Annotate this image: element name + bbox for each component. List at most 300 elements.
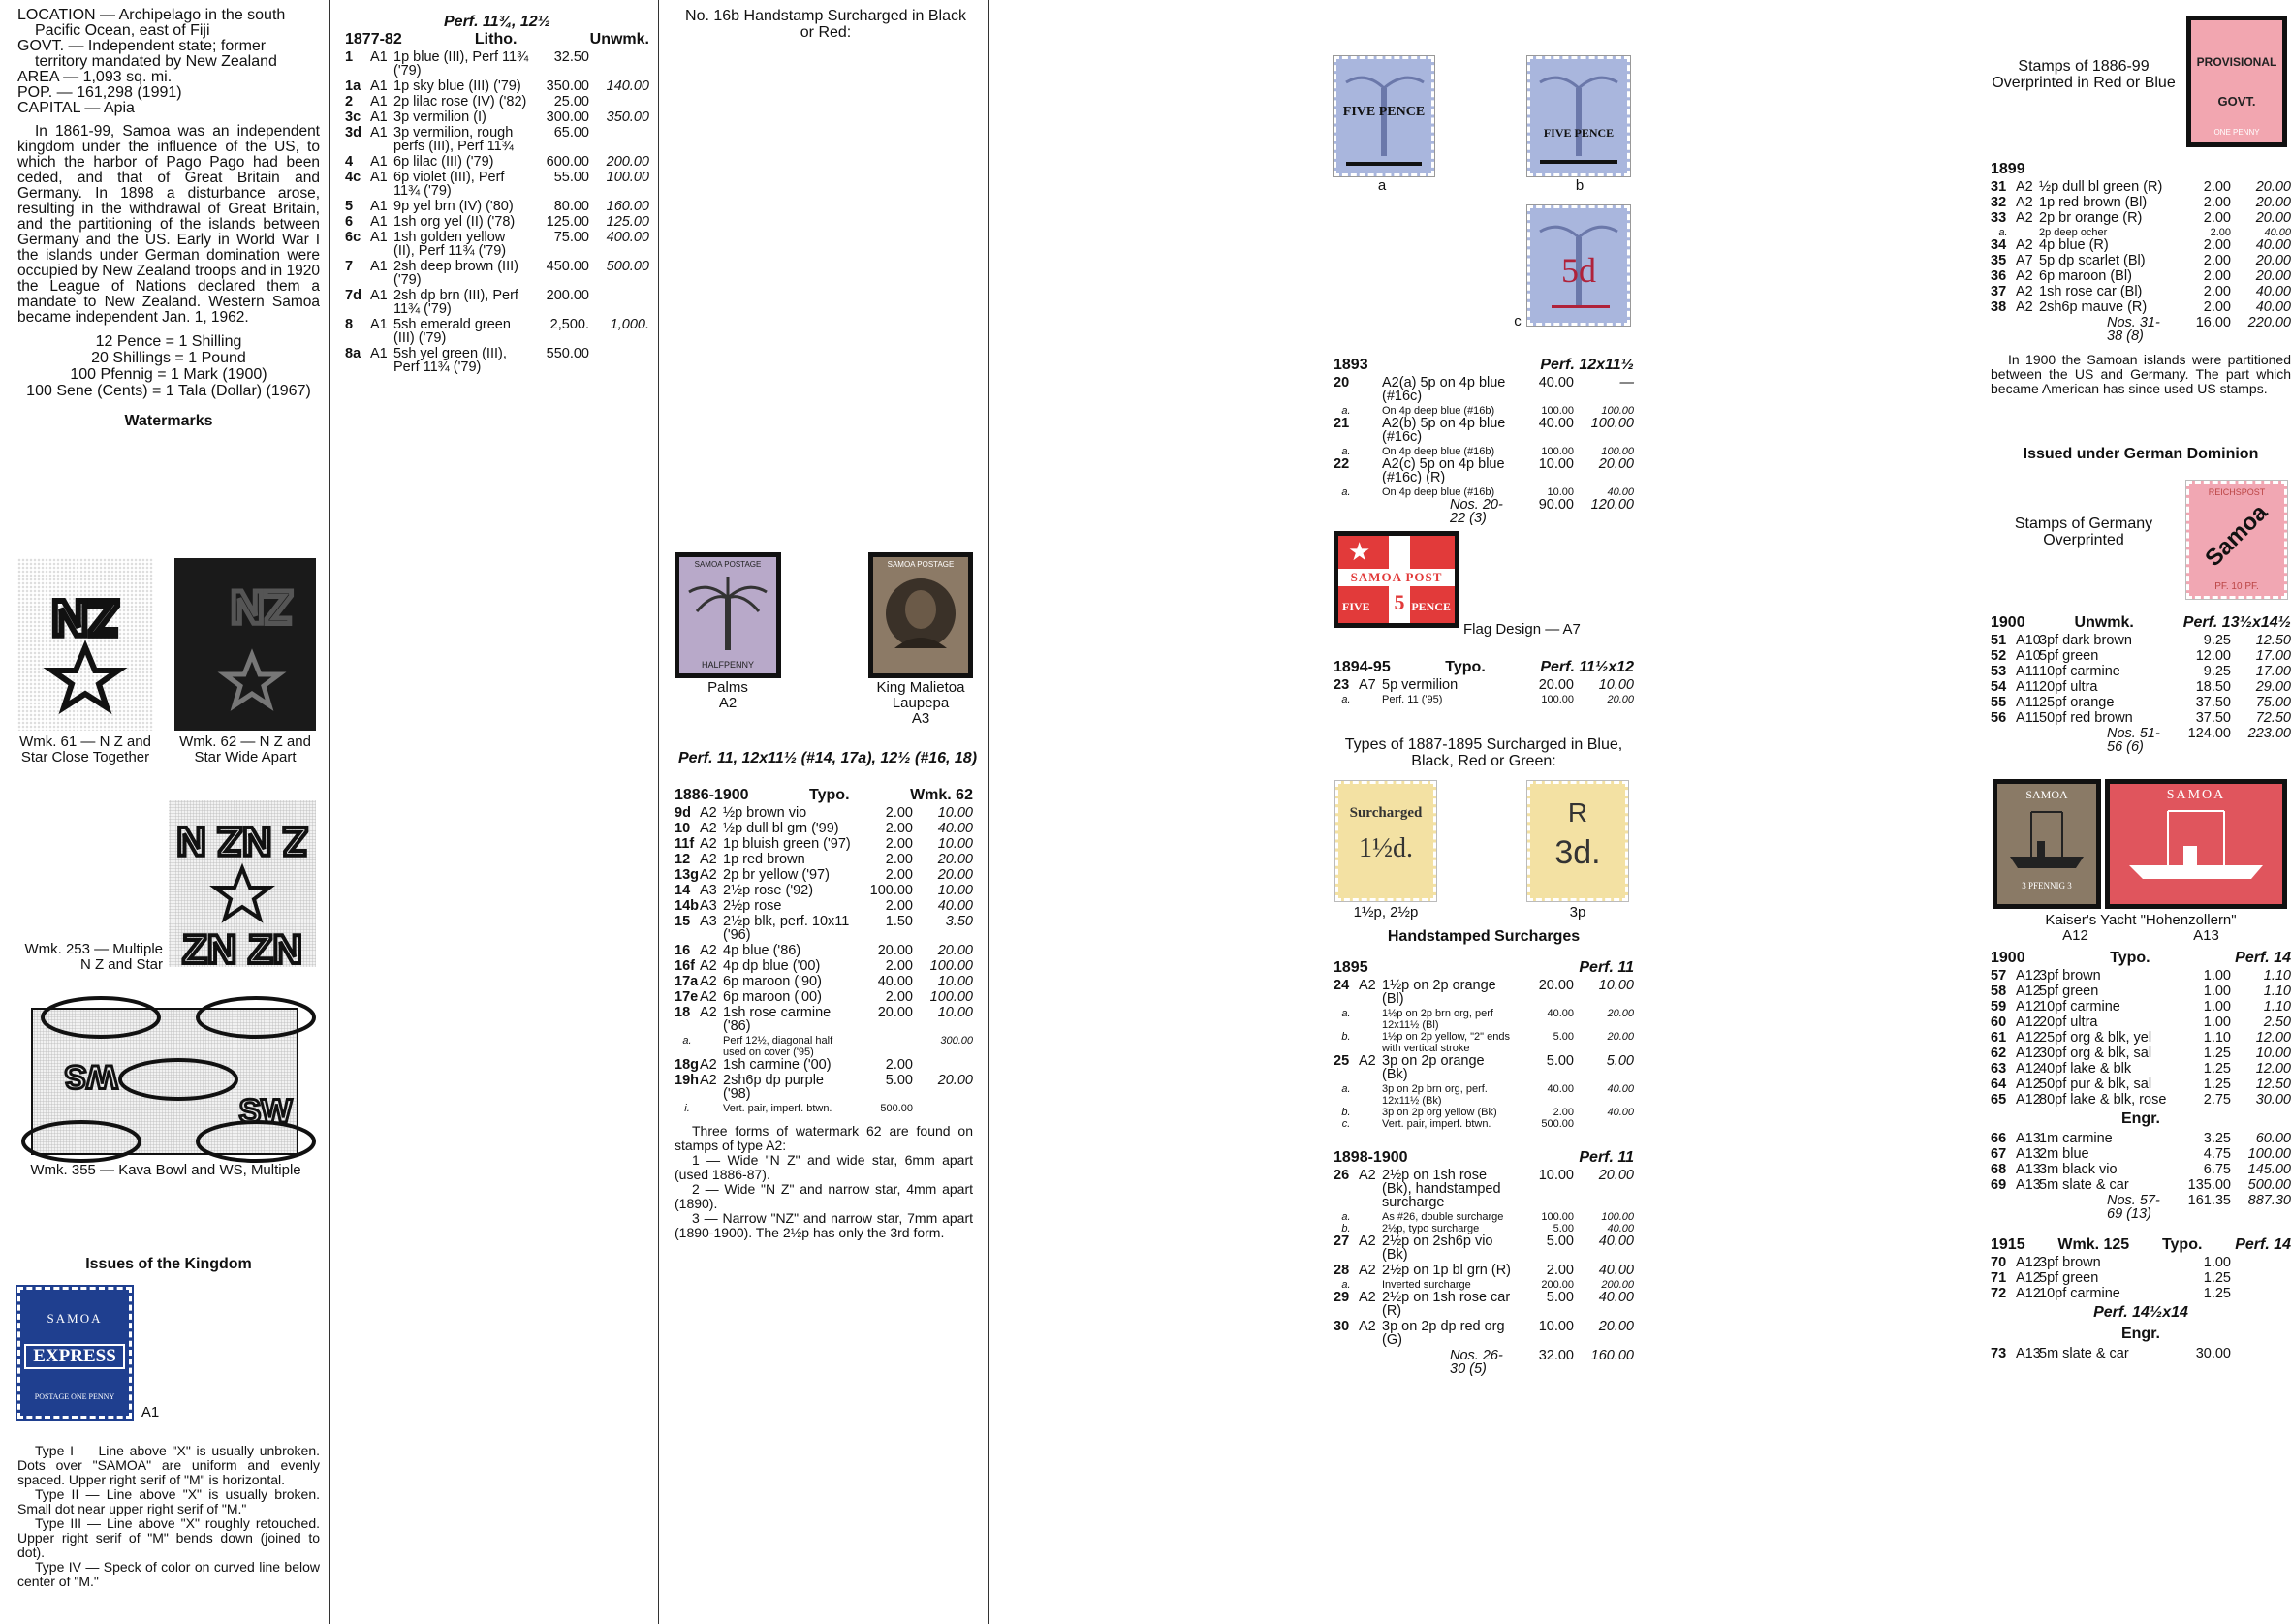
type-desc: Type I — Line above "X" is usually unbroken. Dots over "SAMOA" are uniform and evenly spaced. Upper right serif of "M" is horizontal.: [17, 1443, 320, 1487]
value-unused: 100.00: [1541, 446, 1574, 457]
table-row: [1991, 1271, 2291, 1285]
table-row: [1334, 1211, 1634, 1223]
value-used: 40.00: [1607, 1223, 1634, 1234]
surcharge-stamp-1: [1335, 781, 1436, 901]
perf-1915: Perf. 14: [2235, 1236, 2291, 1253]
section-1895-head: [1334, 959, 1634, 977]
design-type: A1: [370, 154, 388, 170]
year-1898: 1898-1900: [1334, 1149, 1408, 1166]
cat-number: 16: [675, 943, 691, 958]
cat-number: 61: [1991, 1030, 2007, 1046]
design-type: A12: [2016, 999, 2041, 1015]
description: 40pf lake & blk: [2039, 1061, 2132, 1077]
value-unused: 9.25: [2203, 633, 2231, 648]
germany-stamp: [2186, 481, 2287, 599]
description: A2(a) 5p on 4p blue (#16c): [1382, 375, 1506, 404]
cat-number: 54: [1991, 679, 2007, 695]
description: 2½p blk, perf. 10x11 ('96): [723, 914, 850, 943]
palm-tree-icon: [1530, 208, 1627, 323]
design-type: [1359, 1211, 1382, 1223]
value-used: 20.00: [937, 867, 973, 883]
value-used: [589, 95, 649, 109]
description: 1sh org yel (II) ('78): [393, 214, 516, 230]
value-unused: 2.00: [1546, 1263, 1574, 1278]
info-text: Independent state; former territory mandated by New Zealand: [35, 38, 277, 70]
value-used: 40.00: [1598, 1290, 1634, 1305]
value-used: 350.00: [606, 109, 649, 125]
value-unused: 2.00: [1553, 1107, 1574, 1118]
info-line: POP. — 161,298 (1991): [17, 84, 182, 101]
value-unused: 500.00: [1541, 1118, 1574, 1130]
value-used: 20.00: [2255, 253, 2291, 268]
method-litho: Litho.: [474, 31, 518, 47]
total-row: [1334, 1349, 1634, 1376]
design-type: [2016, 316, 2039, 343]
value-unused: 1.25: [2203, 1286, 2231, 1301]
value-used: 10.00: [2255, 1046, 2291, 1061]
value-used: [589, 347, 649, 374]
design-type: [1359, 405, 1382, 417]
cat-number: 17a: [675, 974, 699, 989]
cat-number: 25: [1334, 1053, 1350, 1069]
table-row: [1991, 211, 2291, 225]
wmk-note: 3 — Narrow "NZ" and narrow star, 7mm apart (1890-1900). The 2½p has only the 3rd form.: [675, 1210, 973, 1240]
cat-number: a.: [1341, 405, 1351, 417]
value-used: 5.00: [1606, 1053, 1634, 1069]
cat-number: 68: [1991, 1162, 2007, 1177]
design-type: A7: [1359, 677, 1376, 693]
value-used: 20.00: [1607, 1008, 1634, 1019]
handstamped-title: Handstamped Surcharges: [1387, 928, 1581, 945]
perf-1894: Perf. 11½x12: [1540, 659, 1634, 675]
description: A2(c) 5p on 4p blue (#16c) (R): [1382, 456, 1505, 485]
table-row: [1334, 376, 1634, 403]
design-type: A2: [2016, 195, 2033, 210]
description: As #26, double surcharge: [1382, 1211, 1504, 1223]
info-text: Apia: [103, 100, 135, 116]
value-used: 125.00: [606, 214, 649, 230]
table-row: [345, 215, 649, 229]
cat-number: 17e: [675, 989, 699, 1005]
table-row: [1334, 1054, 1634, 1081]
svg-text:ZN ZN: ZN ZN: [182, 926, 302, 972]
table-row: [345, 318, 649, 345]
table-row: [1991, 711, 2291, 725]
table-row: [1334, 1234, 1634, 1262]
value-used: 1.10: [2263, 968, 2291, 984]
value-unused: 10.00: [1547, 486, 1574, 498]
description: 50pf pur & blk, sal: [2039, 1077, 2152, 1092]
cat-number: 5: [345, 199, 354, 214]
design-type: A2: [2016, 179, 2033, 195]
svg-text:SW: SW: [238, 1093, 293, 1130]
value-used: 20.00: [1598, 1168, 1634, 1183]
value-used: 1,000.: [610, 317, 649, 332]
cat-number: [1991, 727, 2016, 754]
design-type: A1: [370, 214, 388, 230]
value-used: 200.00: [1601, 1279, 1634, 1291]
value-used: 100.00: [1601, 446, 1634, 457]
table-row: [1991, 1147, 2291, 1161]
value-used: 72.50: [2255, 710, 2291, 726]
table-row: [1991, 1132, 2291, 1145]
section-1900-head: [1991, 614, 2291, 632]
perf-1895: Perf. 11: [1579, 959, 1634, 976]
description: 2sh deep brown (III) ('79): [393, 259, 518, 288]
value-unused: 2.00: [885, 805, 913, 821]
description: 1½p on 2p orange (Bl): [1382, 978, 1496, 1007]
value-used: 10.00: [1598, 677, 1634, 693]
section-1898-head: [1334, 1149, 1634, 1167]
info-line: GOVT. — Independent state; former territory mandated by New Zealand: [17, 38, 277, 70]
value-used: 20.00: [937, 852, 973, 867]
value-used: 100.00: [2247, 1146, 2291, 1162]
design-type: A2: [700, 805, 717, 821]
design-type: A1: [370, 49, 388, 65]
prov3: ONE PENNY: [2213, 128, 2260, 137]
flag-stamp: [1334, 531, 1459, 628]
wmk355-caption: Wmk. 355 — Kava Bowl and WS, Multiple: [30, 1162, 301, 1178]
value-unused: 2.00: [885, 1057, 913, 1073]
value-unused: 1.10: [2203, 1030, 2231, 1046]
svg-text:Z NZ N: Z NZ N: [176, 819, 308, 864]
value-used: 400.00: [606, 230, 649, 245]
description: 2½p rose: [723, 898, 782, 914]
table-row: [1991, 1046, 2291, 1060]
cat-number: 1: [345, 49, 354, 65]
table-row: [1991, 984, 2291, 998]
cat-number: 36: [1991, 268, 2007, 284]
section-1900b-head: [1991, 950, 2291, 967]
design-type: A1: [370, 109, 388, 125]
value-used: 20.00: [2255, 195, 2291, 210]
table-row: [345, 200, 649, 213]
cat-number: 15: [675, 914, 691, 929]
value-used: 3.50: [945, 914, 973, 929]
currency-list: [17, 333, 320, 399]
design-type: A11: [2016, 710, 2040, 726]
total-row: [1991, 316, 2291, 343]
description: 5m slate & car: [2039, 1346, 2129, 1361]
value-unused: 5.00: [1553, 1223, 1574, 1234]
value-used: 10.00: [1598, 978, 1634, 993]
table-row: [1991, 696, 2291, 709]
value-unused: 2.00: [2210, 227, 2231, 238]
cat-number: 29: [1334, 1290, 1350, 1305]
value-used: 2.50: [2263, 1015, 2291, 1030]
cat-number: 67: [1991, 1146, 2007, 1162]
cat-number: 21: [1334, 416, 1350, 431]
table-row: [1991, 254, 2291, 267]
design-type: A12: [2016, 1030, 2041, 1046]
cat-number: 12: [675, 852, 691, 867]
value-unused: 300.00: [546, 109, 589, 125]
cat-number: 33: [1991, 210, 2007, 226]
table-row: [1991, 634, 2291, 647]
perf-title-2: Perf. 11, 12x11½ (#14, 17a), 12½ (#16, 18): [677, 750, 978, 766]
table-row: [1991, 1015, 2291, 1029]
description: 2½p, typo surcharge: [1382, 1223, 1480, 1234]
value-used: 29.00: [2255, 679, 2291, 695]
description: 2½p on 1sh rose (Bk), handstamped surcharge: [1382, 1168, 1501, 1210]
cat-number: 6c: [345, 230, 361, 245]
value-used: 887.30: [2247, 1193, 2291, 1208]
value-used: 12.50: [2255, 633, 2291, 648]
perf-title-1: Perf. 11¾, 12½: [444, 14, 550, 30]
ovp-caption: Stamps of 1886-99 Overprinted in Red or Blue: [1992, 58, 2176, 91]
description: 1p red brown (Bl): [2039, 195, 2148, 210]
table-row: [1991, 238, 2291, 252]
table-row: [1334, 1264, 1634, 1277]
value-used: 145.00: [2247, 1162, 2291, 1177]
description: A2(b) 5p on 4p blue (#16c): [1382, 416, 1506, 445]
cat-number: i.: [684, 1103, 690, 1114]
value-unused: 100.00: [869, 883, 913, 898]
table-engr: [1991, 1132, 2291, 1221]
design-type: A2: [2016, 268, 2033, 284]
samoa-ovp: Samoa: [2200, 499, 2274, 573]
description: 25pf orange: [2039, 695, 2115, 710]
cat-number: 8: [345, 317, 354, 332]
design-type: A10: [2016, 648, 2041, 664]
cat-number: a.: [1341, 446, 1351, 457]
table-row: [345, 231, 649, 258]
description: 5sh yel green (III), Perf 11¾ ('79): [393, 346, 507, 375]
description: 2½p on 1sh rose car (R): [1382, 1290, 1511, 1319]
value-used: 10.00: [937, 1005, 973, 1020]
value-unused: 20.00: [1538, 677, 1574, 693]
cat-number: 65: [1991, 1092, 2007, 1108]
description: 4p blue (R): [2039, 237, 2109, 253]
value-unused: 1.00: [2203, 968, 2231, 984]
table-row: [1991, 196, 2291, 209]
flag-samoa: SAMOA POST: [1350, 570, 1443, 584]
description: 20pf ultra: [2039, 679, 2098, 695]
table-1895: [1334, 979, 1634, 1130]
description: 3p vermilion (I): [393, 109, 486, 125]
express-top: SAMOA: [47, 1311, 103, 1326]
types-title: Types of 1887-1895 Surcharged in Blue, Black, Red or Green:: [1344, 736, 1623, 769]
value-used: [2231, 1256, 2291, 1269]
table-row: [1334, 417, 1634, 444]
value-unused: 1.00: [2203, 984, 2231, 999]
description: 10pf carmine: [2039, 664, 2120, 679]
design-type: A3: [700, 898, 717, 914]
design-type: A1: [370, 199, 388, 214]
table-row: [1334, 678, 1634, 692]
description: ½p dull bl green (R): [2039, 179, 2163, 195]
value-used: 17.00: [2255, 648, 2291, 664]
design-type: A12: [2016, 968, 2041, 984]
value-used: 60.00: [2255, 1131, 2291, 1146]
description: 6p maroon (Bl): [2039, 268, 2132, 284]
table-1900b: [1991, 969, 2291, 1107]
table-row: [1334, 1008, 1634, 1031]
value-unused: 1.25: [2203, 1270, 2231, 1286]
table-1894: [1334, 678, 1634, 705]
cat-number: a.: [1341, 1279, 1351, 1291]
engr-title: Engr.: [2120, 1110, 2160, 1127]
table-row: [1991, 1031, 2291, 1045]
design-type: A2: [700, 1057, 717, 1073]
value-unused: 32.00: [1538, 1348, 1574, 1363]
info-label: LOCATION: [17, 7, 96, 23]
value-used: [589, 126, 649, 153]
table-row: [1991, 969, 2291, 983]
description: On 4p deep blue (#16b): [1382, 405, 1495, 417]
value-unused: 600.00: [546, 154, 589, 170]
design-type: A2: [2016, 284, 2033, 299]
table-row: [1991, 1163, 2291, 1176]
description: 2p br orange (R): [2039, 210, 2143, 226]
description: 2½p on 1p bl grn (R): [1382, 1263, 1511, 1278]
value-used: 100.00: [929, 958, 973, 974]
info-line: CAPITAL — Apia: [17, 100, 135, 116]
description: Nos. 31-38 (8): [2107, 315, 2160, 344]
design-type: A12: [2016, 1270, 2041, 1286]
table-row: [345, 50, 649, 78]
info-label: POP.: [17, 84, 53, 101]
palm-tree-icon: [1530, 59, 1627, 173]
cat-number: a.: [1341, 486, 1351, 498]
prov1: PROVISIONAL: [2196, 55, 2277, 69]
cat-number: 18g: [675, 1057, 699, 1073]
year-1895: 1895: [1334, 959, 1368, 976]
description: 3pf brown: [2039, 968, 2101, 984]
description: 1sh carmine ('00): [723, 1057, 832, 1073]
description: Perf. 11 ('95): [1382, 694, 1443, 705]
design-type: A7: [2016, 253, 2033, 268]
flag-five: FIVE: [1342, 600, 1370, 613]
info-label: AREA: [17, 69, 59, 85]
info-text: 1,093 sq. mi.: [82, 69, 173, 85]
design-type: A12: [2016, 1092, 2041, 1108]
value-unused: 161.35: [2187, 1193, 2231, 1208]
value-used: [589, 289, 649, 316]
cat-number: 19h: [675, 1073, 699, 1088]
stamp-b-overprint: FIVE PENCE: [1543, 126, 1615, 140]
value-used: 40.00: [937, 898, 973, 914]
value-used: 40.00: [1598, 1234, 1634, 1249]
value-used: 12.00: [2255, 1061, 2291, 1077]
yacht-a12: A12: [2062, 927, 2088, 944]
value-unused: 30.00: [2195, 1346, 2231, 1361]
stamp-a: [1334, 56, 1434, 176]
typo-1900b: Typo.: [2110, 950, 2150, 966]
star-icon: ★: [1348, 538, 1371, 566]
section-1877-head: [345, 31, 649, 48]
value-used: 10.00: [937, 883, 973, 898]
info-label: CAPITAL: [17, 100, 80, 116]
german-title: Issued under German Dominion: [2023, 446, 2259, 462]
cat-number: 28: [1334, 1263, 1350, 1278]
design-type: A2: [2016, 237, 2033, 253]
design-type: [1359, 1118, 1382, 1130]
cat-number: 14: [675, 883, 691, 898]
description: 5sh emerald green (III) ('79): [393, 317, 511, 346]
table-1899: [1991, 180, 2291, 343]
cat-number: 71: [1991, 1270, 2007, 1286]
description: 6p violet (III), Perf 11¾ ('79): [393, 170, 505, 199]
yacht-stamp-a13: [2105, 779, 2287, 909]
surcharge-stamp-2: [1527, 781, 1628, 901]
table-row: [1991, 285, 2291, 298]
perf-1893: Perf. 12x11½: [1540, 357, 1634, 373]
value-used: 140.00: [606, 78, 649, 94]
svg-text:ZN: ZN: [51, 589, 119, 645]
value-used: 20.00: [1607, 694, 1634, 705]
info-label: GOVT.: [17, 38, 65, 54]
table-row: [1991, 649, 2291, 663]
value-used: 500.00: [606, 259, 649, 274]
value-used: 300.00: [940, 1035, 973, 1046]
cat-number: 4c: [345, 170, 361, 185]
table-row: [1991, 1077, 2291, 1091]
design-type: A2: [700, 821, 717, 836]
info-line: AREA — 1,093 sq. mi.: [17, 69, 173, 85]
value-unused: 12.00: [2195, 648, 2231, 664]
value-unused: 5.00: [1546, 1290, 1574, 1305]
table-row: [1334, 1083, 1634, 1107]
description: 3p vermilion, rough perfs (III), Perf 11¾: [393, 125, 514, 154]
value-unused: 18.50: [2195, 679, 2231, 695]
description: Vert. pair, imperf. btwn.: [1382, 1118, 1491, 1130]
value-unused: 4.75: [2203, 1146, 2231, 1162]
value-unused: 2.00: [2203, 195, 2231, 210]
design-type: [1359, 1008, 1382, 1031]
description: 1m carmine: [2039, 1131, 2113, 1146]
express-stamp: [17, 1287, 132, 1419]
design-type: A1: [370, 288, 388, 303]
description: 2½p on 2sh6p vio (Bk): [1382, 1234, 1493, 1263]
table-row: [1991, 1000, 2291, 1014]
engr-title-2: Engr.: [2120, 1326, 2160, 1342]
design-type: A12: [2016, 1015, 2041, 1030]
value-used: 75.00: [2255, 695, 2291, 710]
value-used: 120.00: [1590, 497, 1634, 513]
description: 1sh rose car (Bl): [2039, 284, 2143, 299]
value-used: 20.00: [937, 1073, 973, 1088]
value-unused: 350.00: [546, 78, 589, 94]
description: 6p maroon ('90): [723, 974, 822, 989]
design-type: A1: [370, 78, 388, 94]
cat-number: a.: [1341, 1083, 1351, 1095]
value-unused: 500.00: [880, 1103, 913, 1114]
perf-1898: Perf. 11: [1579, 1149, 1634, 1166]
value-unused: 1.00: [2203, 1255, 2231, 1270]
cat-number: 30: [1334, 1319, 1350, 1334]
table-row: [1334, 457, 1634, 484]
design-type: [1359, 1349, 1382, 1376]
king-type: A3: [911, 710, 930, 727]
reichspost: REICHSPOST: [2208, 487, 2266, 497]
cat-number: 4: [345, 154, 354, 170]
value-used: 100.00: [1590, 416, 1634, 431]
value-used: 160.00: [606, 199, 649, 214]
value-used: 40.00: [2255, 284, 2291, 299]
year-1915: 1915: [1991, 1236, 2025, 1253]
flag-num: 5: [1394, 590, 1405, 614]
yacht-caption: [1991, 913, 2291, 944]
table-row: [1991, 269, 2291, 283]
value-unused: 25.00: [553, 94, 589, 109]
cat-number: 66: [1991, 1131, 2007, 1146]
value-unused: 9.25: [2203, 664, 2231, 679]
value-unused: 65.00: [553, 125, 589, 141]
value-unused: 2.00: [885, 852, 913, 867]
cat-number: 9d: [675, 805, 691, 821]
table-row: [1991, 680, 2291, 694]
